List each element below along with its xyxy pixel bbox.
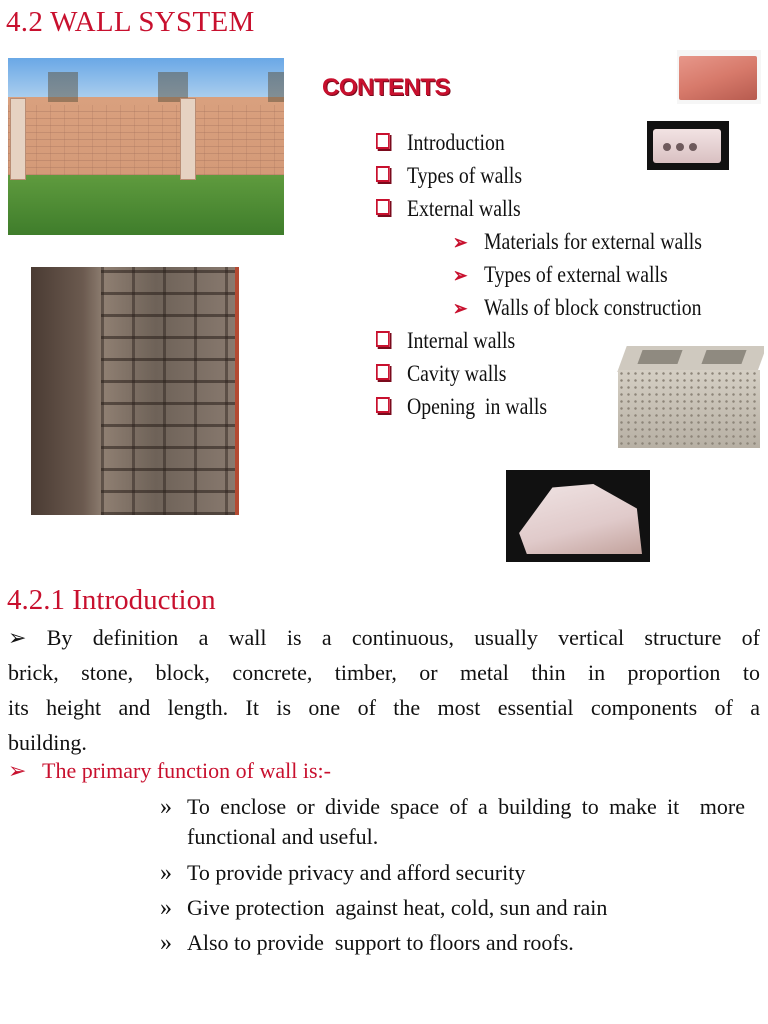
section-heading: 4.2.1 Introduction: [7, 584, 216, 616]
checkbox-bullet-icon: [376, 397, 390, 413]
toc-subitem-block-construction: ➢ Walls of block construction: [453, 295, 702, 320]
toc-item-types-of-walls: Types of walls: [376, 163, 522, 189]
checkbox-bullet-icon: [376, 199, 390, 215]
toc-subitem-types-external: ➢ Types of external walls: [453, 262, 668, 287]
page-title: 4.2 WALL SYSTEM: [6, 6, 255, 38]
arrow-bullet-icon: ➢: [453, 298, 468, 320]
arrow-bullet-icon: ➢: [8, 758, 27, 783]
arrow-bullet-icon: ➢: [8, 625, 27, 650]
intro-line-4: building.: [8, 730, 87, 755]
list-item: » Also to provide support to floors and roofs.: [160, 930, 574, 956]
checkbox-bullet-icon: [376, 166, 390, 182]
checkbox-bullet-icon: [376, 331, 390, 347]
clay-brick-photo: [677, 50, 761, 104]
list-item: » Give protection against heat, cold, sun and rain: [160, 895, 608, 921]
arrow-bullet-icon: ➢: [453, 265, 468, 287]
arrow-bullet-icon: ➢: [453, 232, 468, 254]
contents-heading: CONTENTS: [322, 74, 450, 101]
toc-item-opening-in-walls: Opening in walls: [376, 394, 547, 420]
list-item: » To provide privacy and afford security: [160, 860, 526, 886]
double-chevron-icon: »: [160, 794, 172, 820]
intro-paragraph: [8, 620, 760, 760]
brick-wall-photo: [8, 58, 284, 235]
concrete-block-photo: [614, 340, 764, 452]
perforated-block-photo: [647, 121, 729, 170]
checkbox-bullet-icon: [376, 364, 390, 380]
toc-item-cavity-walls: Cavity walls: [376, 361, 506, 387]
intro-line-3: its height and length. It is one of the most essential components of a: [8, 695, 760, 720]
double-chevron-icon: »: [160, 895, 172, 921]
intro-line-1: ➢ By definition a wall is a continuous, usually vertical structure of: [8, 625, 760, 650]
intro-line-2: brick, stone, block, concrete, timber, or metal thin in proportion to: [8, 660, 760, 685]
list-item: » To enclose or divide space of a building to make it more functional and useful.: [160, 794, 751, 849]
function-list: [160, 792, 751, 958]
double-chevron-icon: »: [160, 930, 172, 956]
double-chevron-icon: »: [160, 860, 172, 886]
toc-item-introduction: Introduction: [376, 130, 505, 156]
primary-function-line: ➢ The primary function of wall is:-: [8, 758, 331, 783]
toc-subitem-materials: ➢ Materials for external walls: [453, 229, 703, 254]
checkbox-bullet-icon: [376, 133, 390, 149]
stone-wall-photo: [31, 267, 239, 515]
stone-piece-photo: [506, 470, 650, 562]
toc-item-internal-walls: Internal walls: [376, 328, 515, 354]
toc-item-external-walls: External walls: [376, 196, 521, 222]
